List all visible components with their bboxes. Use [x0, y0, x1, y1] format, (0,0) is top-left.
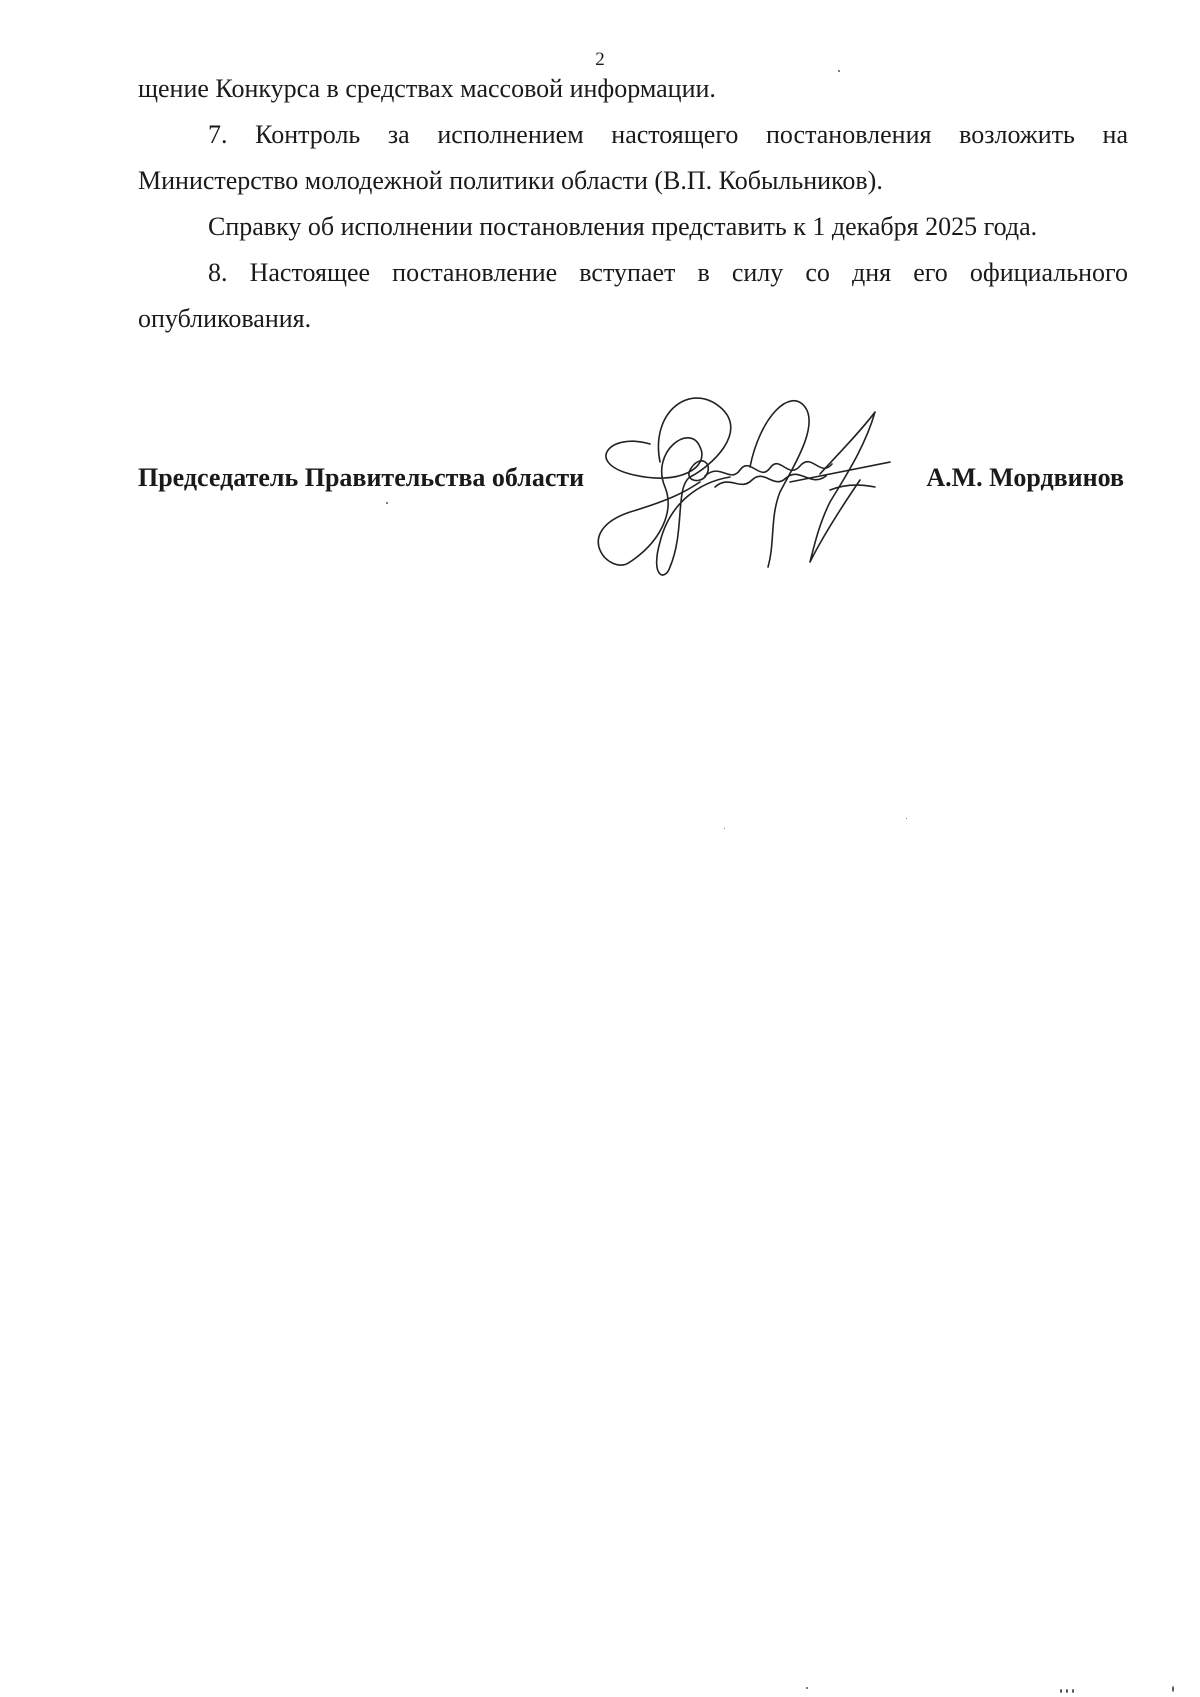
- scan-speck: [386, 502, 388, 504]
- paragraph-8: 8. Настоящее постановление вступает в силу со дня его официального опубликования.: [138, 258, 1128, 333]
- signer-name: А.М. Мордвинов: [926, 463, 1124, 492]
- paragraph-7: 7. Контроль за исполнением настоящего постановления возложить на Министерство молодежной политики области (В.П. Кобыльников).: [138, 120, 1128, 195]
- scan-speck: [1066, 1689, 1068, 1693]
- handwritten-signature: [590, 392, 960, 592]
- page-number: 2: [595, 49, 605, 70]
- signer-title: Председатель Правительства области: [138, 463, 585, 492]
- scan-speck: [724, 828, 725, 829]
- document-body: [138, 66, 1128, 342]
- paragraph-continuation: щение Конкурса в средствах массовой информации.: [138, 74, 716, 103]
- scan-speck: [1172, 1686, 1174, 1692]
- scan-speck: [906, 818, 907, 819]
- scan-speck: [1072, 1689, 1074, 1693]
- scan-speck: [1060, 1689, 1062, 1693]
- scan-speck: [806, 1687, 808, 1689]
- paragraph-report: Справку об исполнении постановления представить к 1 декабря 2025 года.: [208, 212, 1038, 241]
- scan-speck: [838, 70, 840, 72]
